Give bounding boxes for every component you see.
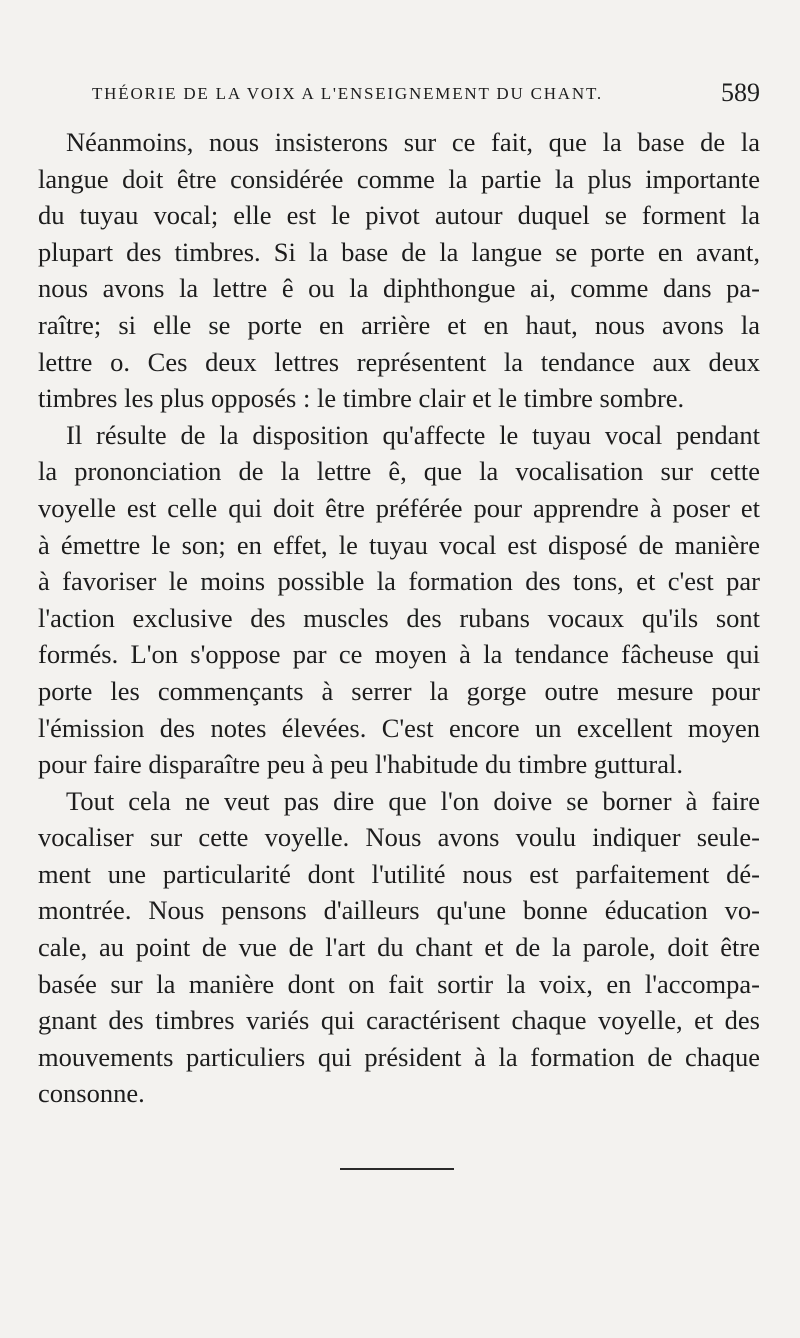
text-line: lettre o. Ces deux lettres représentent la tendance aux deux (38, 346, 760, 377)
body-text (38, 124, 760, 1112)
text-line: timbres les plus opposés : le timbre clair et le timbre sombre. (38, 383, 685, 414)
text-line: plupart des timbres. Si la base de la langue se porte en avant, (38, 236, 760, 267)
text-line: ment une particularité dont l'utilité nous est parfaitement dé- (38, 858, 760, 889)
text-line: Tout cela ne veut pas dire que l'on doive se borner à faire (66, 785, 760, 816)
section-separator-rule (340, 1168, 454, 1170)
paragraph-2 (38, 417, 760, 783)
text-line: raître; si elle se porte en arrière et en haut, nous avons la (38, 309, 760, 340)
running-header (92, 78, 760, 110)
text-line: nous avons la lettre ê ou la diphthongue ai, comme dans pa- (38, 273, 760, 304)
text-line: à émettre le son; en effet, le tuyau vocal est disposé de manière (38, 529, 760, 560)
paragraph-3 (38, 783, 760, 1112)
text-line: l'action exclusive des muscles des rubans vocaux qu'ils sont (38, 602, 760, 633)
text-line: cale, au point de vue de l'art du chant et de la parole, doit être (38, 932, 760, 963)
text-line: mouvements particuliers qui président à la formation de chaque (38, 1041, 760, 1072)
page-number: 589 (721, 78, 760, 107)
text-line: consonne. (38, 1078, 145, 1109)
running-header-title: THÉORIE DE LA VOIX A L'ENSEIGNEMENT DU CHANT. (92, 84, 603, 103)
text-line: voyelle est celle qui doit être préférée pour apprendre à poser et (38, 492, 760, 523)
text-line: pour faire disparaître peu à peu l'habitude du timbre guttural. (38, 749, 683, 780)
text-line: langue doit être considérée comme la partie la plus importante (38, 163, 760, 194)
text-line: formés. L'on s'oppose par ce moyen à la tendance fâcheuse qui (38, 639, 760, 670)
text-line: Néanmoins, nous insisterons sur ce fait, que la base de la (66, 127, 760, 157)
text-line: l'émission des notes élevées. C'est encore un excellent moyen (38, 712, 760, 743)
text-line: à favoriser le moins possible la formation des tons, et c'est par (38, 566, 760, 597)
text-line: gnant des timbres variés qui caractérisent chaque voyelle, et des (38, 1005, 760, 1036)
text-line: montrée. Nous pensons d'ailleurs qu'une bonne éducation vo- (38, 895, 760, 926)
text-line: du tuyau vocal; elle est le pivot autour duquel se forment la (38, 200, 760, 231)
text-line: vocaliser sur cette voyelle. Nous avons voulu indiquer seule- (38, 822, 760, 853)
paragraph-1 (38, 124, 760, 417)
text-line: Il résulte de la disposition qu'affecte le tuyau vocal pendant (66, 419, 760, 450)
text-line: basée sur la manière dont on fait sortir la voix, en l'accompa- (38, 968, 760, 999)
text-line: porte les commençants à serrer la gorge outre mesure pour (38, 675, 760, 706)
text-line: la prononciation de la lettre ê, que la vocalisation sur cette (38, 456, 760, 487)
